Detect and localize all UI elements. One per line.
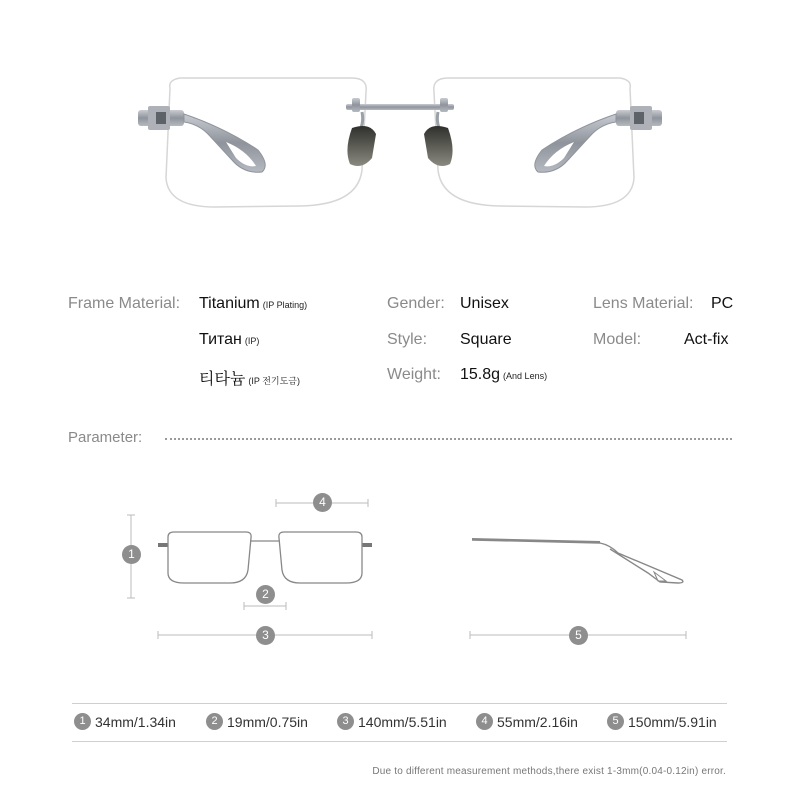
right-lens (434, 78, 634, 207)
frame-material-en-note: (IP Plating) (262, 300, 308, 310)
left-lens (166, 78, 366, 207)
bridge (346, 104, 454, 110)
weight-value (460, 366, 547, 384)
parameter-dotted-line (165, 438, 732, 440)
measurement-number: 5 (607, 713, 624, 730)
model-label: Model: (593, 331, 642, 348)
measurement-item (74, 713, 176, 730)
frame-material-en: Titanium (199, 295, 260, 312)
measurement-text: 140mm/5.51in (358, 713, 447, 730)
weight-note: (And Lens) (503, 371, 548, 381)
left-nose-pad (347, 126, 376, 166)
frame-material-ru-note: (IP) (244, 336, 260, 346)
measurement-text: 34mm/1.34in (95, 713, 176, 730)
marker-3: 3 (256, 626, 275, 645)
frame-material-kr-note: (IP 전기도금) (248, 376, 300, 386)
parameter-label: Parameter: (68, 429, 143, 446)
measurement-top-divider (72, 703, 727, 704)
measurement-bottom-divider (72, 741, 727, 742)
frame-material-kr-value (199, 366, 300, 389)
front-view-diagram (100, 485, 400, 655)
measurement-item (206, 713, 308, 730)
model-value: Act-fix (684, 331, 729, 348)
measurement-text: 55mm/2.16in (497, 713, 578, 730)
measurement-error-footnote: Due to different measurement methods,there exist 1-3mm(0.04-0.12in) error. (372, 766, 726, 777)
measurement-item (337, 713, 447, 730)
marker-2: 2 (256, 585, 275, 604)
frame-material-value (199, 295, 307, 313)
measurement-item (476, 713, 578, 730)
right-nose-pad (424, 126, 453, 166)
measurement-number: 1 (74, 713, 91, 730)
measurement-item (607, 713, 717, 730)
gender-value: Unisex (460, 295, 509, 312)
frame-material-kr: 티타늄 (199, 371, 246, 388)
lens-material-label: Lens Material: (593, 295, 694, 312)
style-value: Square (460, 331, 512, 348)
measurement-text: 150mm/5.91in (628, 713, 717, 730)
measurement-number: 3 (337, 713, 354, 730)
measurement-number: 2 (206, 713, 223, 730)
gender-label: Gender: (387, 295, 445, 312)
frame-material-ru: Титан (199, 331, 242, 348)
marker-1: 1 (122, 545, 141, 564)
style-label: Style: (387, 331, 428, 348)
lens-material-value: PC (711, 295, 734, 312)
frame-material-ru-value (199, 331, 259, 349)
weight-label: Weight: (387, 366, 441, 383)
measurement-number: 4 (476, 713, 493, 730)
measurement-text: 19mm/0.75in (227, 713, 308, 730)
marker-4: 4 (313, 493, 332, 512)
weight-amount: 15.8g (460, 366, 501, 383)
marker-5: 5 (569, 626, 588, 645)
product-photo-glasses (0, 0, 800, 260)
frame-material-label: Frame Material: (68, 295, 181, 312)
